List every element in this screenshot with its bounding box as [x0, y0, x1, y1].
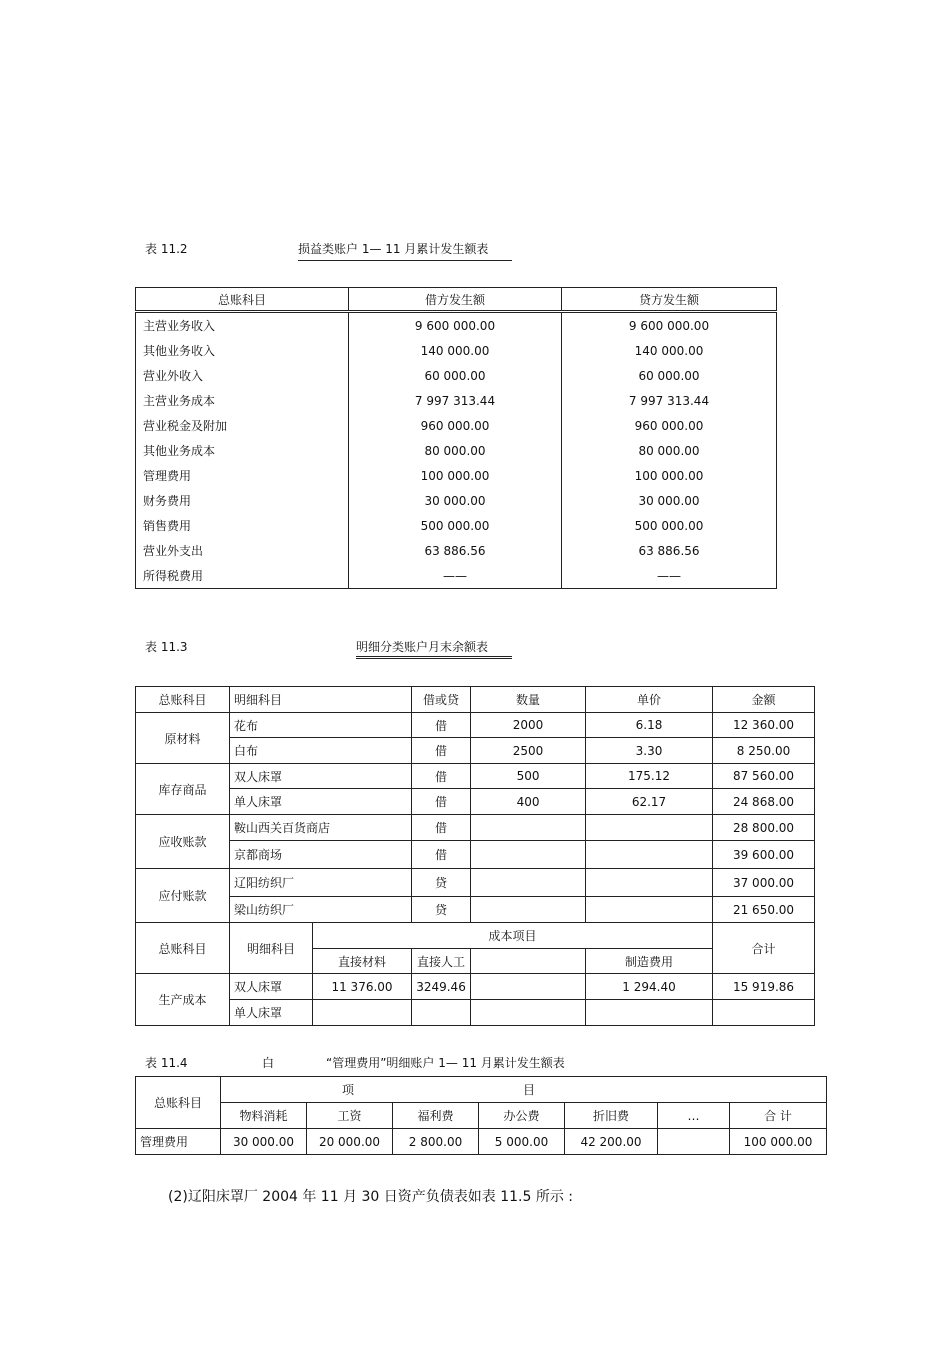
- debit-credit: 借: [412, 764, 471, 789]
- unit-price: 6.18: [586, 713, 713, 738]
- table-row: [136, 363, 777, 388]
- account-name: 财务费用: [136, 488, 349, 513]
- credit-amount: 60 000.00: [562, 363, 777, 388]
- debit-credit: 借: [412, 738, 471, 764]
- total-amount: 15 919.86: [713, 974, 815, 1000]
- column-header: 总账科目: [136, 923, 230, 974]
- amount: 28 800.00: [713, 815, 815, 841]
- table-11-3-label: 表 11.3: [145, 640, 188, 654]
- account-name: 其他业务成本: [136, 438, 349, 463]
- cost-row: [136, 974, 815, 1000]
- unit-price: 62.17: [586, 789, 713, 815]
- account-name: 库存商品: [136, 764, 230, 815]
- item-header-part: 项: [342, 1083, 355, 1097]
- credit-amount: 140 000.00: [562, 338, 777, 363]
- account-name: 营业外支出: [136, 538, 349, 563]
- account-name: 所得税费用: [136, 563, 349, 589]
- table-row: [136, 841, 815, 869]
- expense-item-header: 办公费: [479, 1103, 565, 1129]
- amount: 8 250.00: [713, 738, 815, 764]
- credit-amount: 7 997 313.44: [562, 388, 777, 413]
- debit-amount: ——: [349, 563, 562, 589]
- quantity: [471, 869, 586, 897]
- credit-amount: 80 000.00: [562, 438, 777, 463]
- table-subheader-row: [136, 1103, 827, 1129]
- column-header: 单价: [586, 687, 713, 713]
- debit-credit: 贷: [412, 869, 471, 897]
- debit-credit: 借: [412, 713, 471, 738]
- expense-item-header: 福利费: [393, 1103, 479, 1129]
- admin-expense-table: [135, 1076, 827, 1155]
- cost-amount: [412, 1000, 471, 1026]
- table-header-row: [136, 288, 777, 312]
- unit-price: 175.12: [586, 764, 713, 789]
- quantity: [471, 897, 586, 923]
- cost-item-header: 直接材料: [313, 949, 412, 974]
- expense-item-header: 物料消耗: [221, 1103, 307, 1129]
- credit-amount: ——: [562, 563, 777, 589]
- credit-amount: 500 000.00: [562, 513, 777, 538]
- table-row: [136, 869, 815, 897]
- expense-amount: 2 800.00: [393, 1129, 479, 1155]
- column-header: [221, 1077, 827, 1103]
- debit-amount: 7 997 313.44: [349, 388, 562, 413]
- table-row: [136, 897, 815, 923]
- table-row: [136, 1129, 827, 1155]
- cost-amount: [471, 974, 586, 1000]
- column-header: 明细科目: [230, 923, 313, 974]
- table-row: [136, 764, 815, 789]
- column-header: 成本项目: [313, 923, 713, 949]
- expense-amount: 5 000.00: [479, 1129, 565, 1155]
- unit-price: [586, 869, 713, 897]
- table-row: [136, 513, 777, 538]
- column-header: 合计: [713, 923, 815, 974]
- debit-amount: 500 000.00: [349, 513, 562, 538]
- table-11-4-label: 表 11.4: [145, 1056, 188, 1070]
- total-amount: [713, 1000, 815, 1026]
- table-row: [136, 388, 777, 413]
- debit-amount: 100 000.00: [349, 463, 562, 488]
- unit-price: 3.30: [586, 738, 713, 764]
- debit-amount: 960 000.00: [349, 413, 562, 438]
- table-row: [136, 789, 815, 815]
- debit-amount: 80 000.00: [349, 438, 562, 463]
- account-name: 管理费用: [136, 1129, 221, 1155]
- cost-item-header: 制造费用: [586, 949, 713, 974]
- table-11-2-label: 表 11.2: [145, 242, 188, 256]
- account-name: 生产成本: [136, 974, 230, 1026]
- column-header: 总账科目: [136, 1077, 221, 1129]
- table-row: [136, 463, 777, 488]
- quantity: 2000: [471, 713, 586, 738]
- account-name: 其他业务收入: [136, 338, 349, 363]
- column-header: 借或贷: [412, 687, 471, 713]
- quantity: [471, 841, 586, 869]
- quantity: 400: [471, 789, 586, 815]
- cost-amount: 1 294.40: [586, 974, 713, 1000]
- account-name: 应收账款: [136, 815, 230, 869]
- account-name: 主营业务成本: [136, 388, 349, 413]
- account-name: 主营业务收入: [136, 312, 349, 339]
- table-11-4-title-prefix: 白: [262, 1056, 275, 1070]
- debit-amount: 60 000.00: [349, 363, 562, 388]
- table-row: [136, 538, 777, 563]
- column-header: 数量: [471, 687, 586, 713]
- profit-loss-table: [135, 287, 777, 589]
- expense-amount: [658, 1129, 730, 1155]
- detail-account: 双人床罩: [230, 974, 313, 1000]
- detail-account: 单人床罩: [230, 1000, 313, 1026]
- debit-amount: 63 886.56: [349, 538, 562, 563]
- table-11-4-title: “管理费用”明细账户 1— 11 月累计发生额表: [326, 1056, 565, 1070]
- unit-price: [586, 815, 713, 841]
- expense-item-header: 工资: [307, 1103, 393, 1129]
- debit-credit: 借: [412, 841, 471, 869]
- table-row: [136, 438, 777, 463]
- cost-amount: 3249.46: [412, 974, 471, 1000]
- credit-amount: 9 600 000.00: [562, 312, 777, 339]
- detail-account: 花布: [230, 713, 412, 738]
- amount: 21 650.00: [713, 897, 815, 923]
- detail-account: 京都商场: [230, 841, 412, 869]
- account-name: 原材料: [136, 713, 230, 764]
- item-header-part: 目: [523, 1083, 536, 1097]
- cost-item-header: 直接人工: [412, 949, 471, 974]
- column-header: 总账科目: [136, 687, 230, 713]
- account-name: 应付账款: [136, 869, 230, 923]
- debit-amount: 140 000.00: [349, 338, 562, 363]
- table-row: [136, 312, 777, 339]
- column-header: 贷方发生额: [562, 288, 777, 312]
- cost-amount: [471, 1000, 586, 1026]
- quantity: 2500: [471, 738, 586, 764]
- detail-account: 梁山纺织厂: [230, 897, 412, 923]
- expense-amount: 42 200.00: [565, 1129, 658, 1155]
- quantity: 500: [471, 764, 586, 789]
- unit-price: [586, 897, 713, 923]
- table-11-3-title: 明细分类账户月末余额表: [356, 638, 512, 659]
- account-name: 销售费用: [136, 513, 349, 538]
- credit-amount: 100 000.00: [562, 463, 777, 488]
- column-header: 金额: [713, 687, 815, 713]
- table-row: [136, 338, 777, 363]
- table-row: [136, 713, 815, 738]
- column-header: 总账科目: [136, 288, 349, 312]
- expense-item-header: 折旧费: [565, 1103, 658, 1129]
- table-row: [136, 738, 815, 764]
- table-row: [136, 563, 777, 589]
- credit-amount: 30 000.00: [562, 488, 777, 513]
- debit-amount: 9 600 000.00: [349, 312, 562, 339]
- account-name: 营业税金及附加: [136, 413, 349, 438]
- amount: 37 000.00: [713, 869, 815, 897]
- amount: 39 600.00: [713, 841, 815, 869]
- expense-item-header: 合 计: [730, 1103, 827, 1129]
- debit-credit: 贷: [412, 897, 471, 923]
- expense-item-header: …: [658, 1103, 730, 1129]
- table-row: [136, 488, 777, 513]
- account-name: 营业外收入: [136, 363, 349, 388]
- cost-row: [136, 1000, 815, 1026]
- expense-amount: 30 000.00: [221, 1129, 307, 1155]
- column-header: 明细科目: [230, 687, 412, 713]
- column-header: 借方发生额: [349, 288, 562, 312]
- amount: 24 868.00: [713, 789, 815, 815]
- credit-amount: 960 000.00: [562, 413, 777, 438]
- account-name: 管理费用: [136, 463, 349, 488]
- cost-amount: 11 376.00: [313, 974, 412, 1000]
- cost-header-row: [136, 923, 815, 949]
- detail-account: 白布: [230, 738, 412, 764]
- expense-amount: 20 000.00: [307, 1129, 393, 1155]
- footer-text: (2)辽阳床罩厂 2004 年 11 月 30 日资产负债表如表 11.5 所示 :: [168, 1189, 574, 1205]
- table-row: [136, 815, 815, 841]
- table-row: [136, 413, 777, 438]
- quantity: [471, 815, 586, 841]
- table-11-2-title: 损益类账户 1— 11 月累计发生额表: [298, 240, 512, 261]
- cost-item-header: [471, 949, 586, 974]
- unit-price: [586, 841, 713, 869]
- table-header-row: [136, 687, 815, 713]
- amount: 12 360.00: [713, 713, 815, 738]
- cost-amount: [586, 1000, 713, 1026]
- detail-account: 鞍山西关百货商店: [230, 815, 412, 841]
- debit-amount: 30 000.00: [349, 488, 562, 513]
- total-amount: 100 000.00: [730, 1129, 827, 1155]
- credit-amount: 63 886.56: [562, 538, 777, 563]
- detail-account: 双人床罩: [230, 764, 412, 789]
- detail-account: 辽阳纺织厂: [230, 869, 412, 897]
- detail-balance-table: [135, 686, 815, 1026]
- table-header-row: [136, 1077, 827, 1103]
- debit-credit: 借: [412, 815, 471, 841]
- detail-account: 单人床罩: [230, 789, 412, 815]
- debit-credit: 借: [412, 789, 471, 815]
- amount: 87 560.00: [713, 764, 815, 789]
- cost-amount: [313, 1000, 412, 1026]
